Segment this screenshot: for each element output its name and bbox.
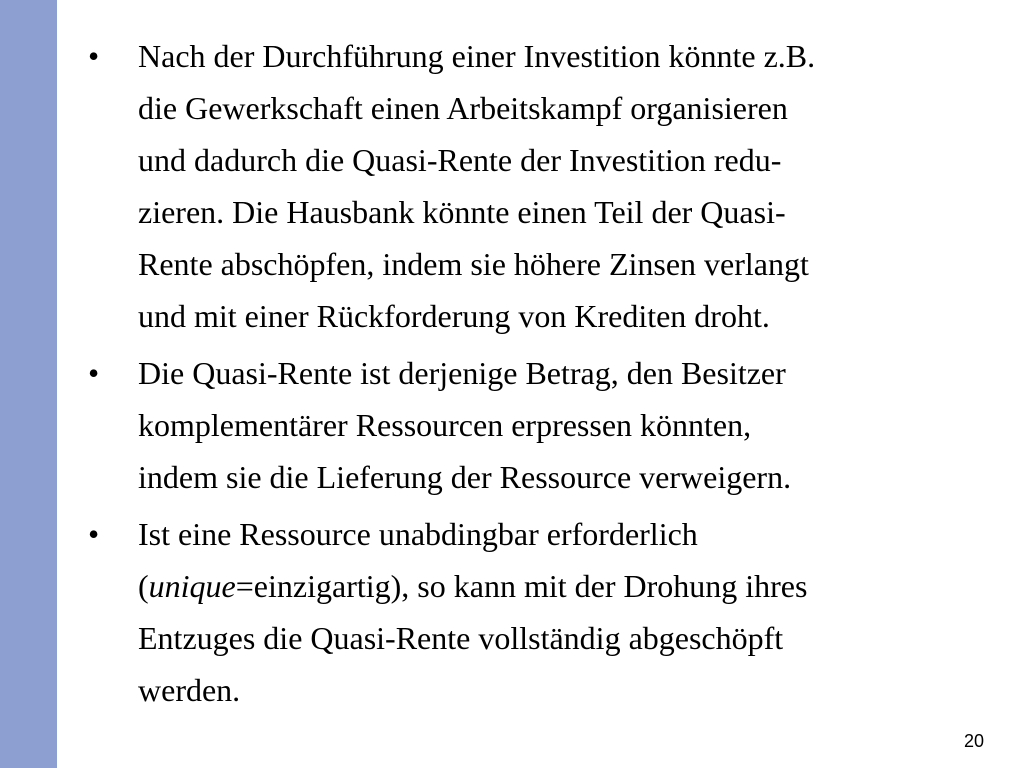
bullet-item-3	[88, 508, 993, 716]
bullet-text-3	[138, 508, 993, 716]
bullet-text-3-part-2: =einzigartig), so kann mit der Drohung ihres Entzuges die Quasi-Rente vollständig abgeschöpft werden.	[138, 568, 808, 708]
bullet-text-2: Die Quasi-Rente ist derjenige Betrag, den Besitzer komplementärer Ressourcen erpressen könnten, indem sie die Lieferung der Ressource verweigern.	[138, 355, 792, 495]
bullet-item-2	[88, 347, 993, 503]
bullet-icon: •	[88, 516, 100, 552]
bullet-item-1	[88, 30, 993, 342]
bullet-icon: •	[88, 355, 100, 391]
left-accent-bar	[0, 0, 57, 768]
bullet-text-3-part-1: Ist eine Ressource unabdingbar erforderlich (	[138, 516, 698, 604]
bullet-text-1: Nach der Durchführung einer Investition könnte z.B. die Gewerkschaft einen Arbeitskampf organisieren und dadurch die Quasi-Rente der Investition redu- zieren. Die Hausbank könnte einen Teil der Quasi- Rente abschöpfen, indem sie höhere Zinsen verlangt und mit einer Rückforderung von Krediten droht.	[138, 38, 816, 334]
bullet-text-3-italic: unique	[148, 568, 236, 604]
page-number: 20	[963, 731, 984, 751]
bullet-list	[88, 30, 993, 721]
bullet-icon: •	[88, 38, 100, 74]
